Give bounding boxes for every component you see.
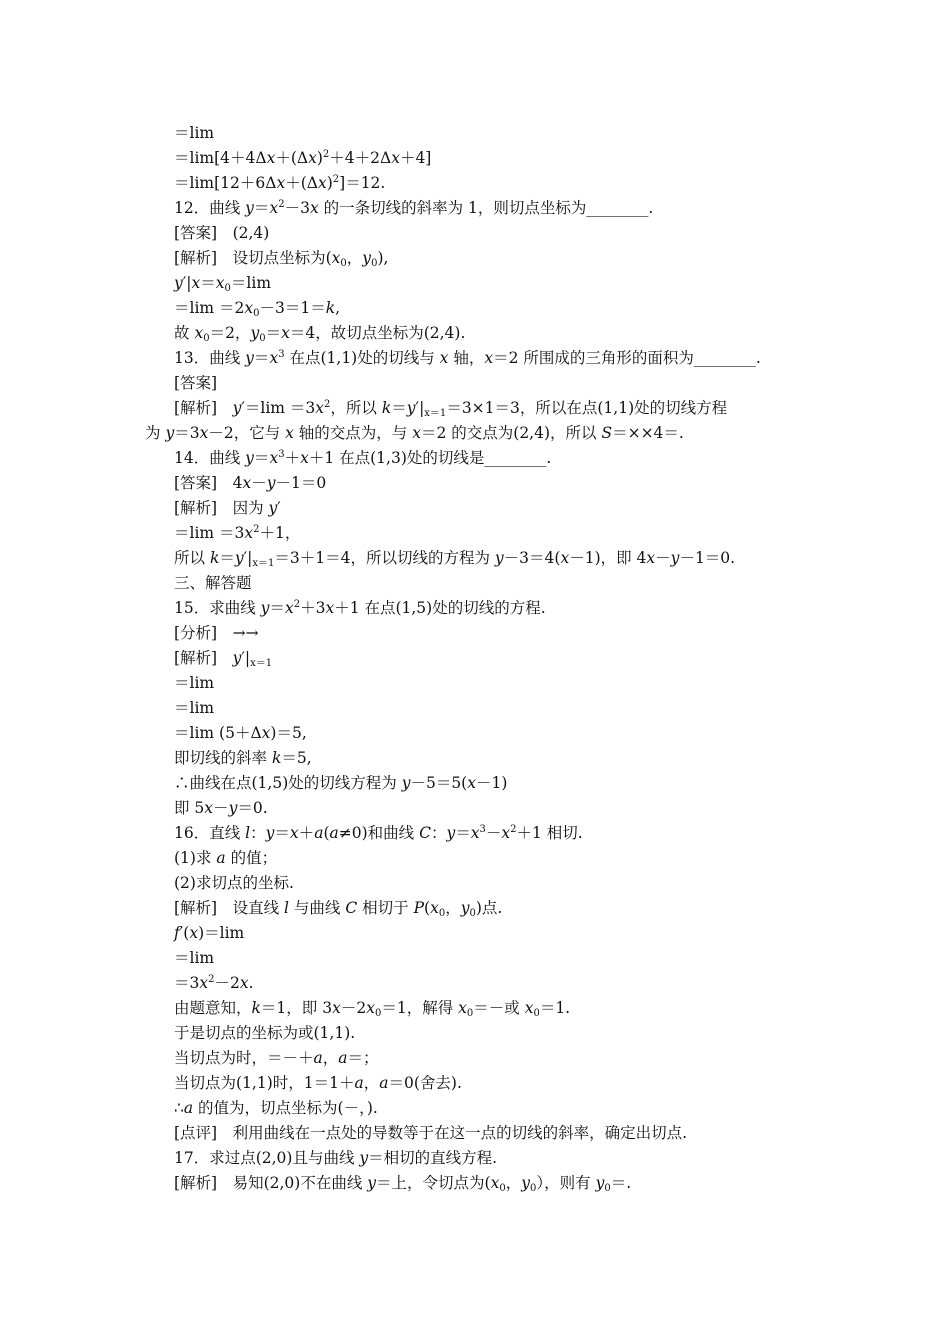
- text-line: [0, 248, 950, 268]
- subscript: 0: [224, 283, 231, 294]
- text-run: ′|: [182, 274, 192, 292]
- text-run: ＝相切的直线方程.: [368, 1149, 498, 1167]
- text-line: [0, 173, 950, 193]
- text-run: [答案] 4: [174, 474, 243, 492]
- superscript: 3: [479, 824, 486, 835]
- math-variable: x: [204, 799, 214, 817]
- text-run: 16．直线: [174, 824, 246, 842]
- math-variable: x: [484, 349, 494, 367]
- text-run: 三、解答题: [174, 574, 252, 592]
- math-variable: a: [354, 1074, 364, 1092]
- text-line: [0, 623, 950, 643]
- text-line: [0, 298, 950, 318]
- subscript: x＝1: [250, 658, 273, 669]
- math-variable: x: [199, 424, 209, 442]
- text-run: 17．求过点(2,0)且与曲线: [174, 1149, 360, 1167]
- text-run: －1)，即 4: [569, 549, 647, 567]
- math-variable: x: [281, 324, 290, 342]
- text-run: ＝3＋1＝4，所以切线的方程为: [274, 549, 495, 567]
- math-variable: x: [261, 724, 271, 742]
- text-run: ＝lim[4＋4Δ: [174, 149, 267, 167]
- math-variable: x: [284, 599, 294, 617]
- text-line: [0, 873, 950, 893]
- text-run: ：: [250, 824, 266, 842]
- math-variable: x: [430, 899, 439, 917]
- text-run: ＝lim ＝2: [174, 299, 245, 317]
- text-run: ＝2，: [209, 324, 251, 342]
- text-run: ＝－或: [473, 999, 525, 1017]
- math-variable: x: [439, 349, 449, 367]
- math-variable: x: [467, 774, 476, 792]
- text-run: 14．曲线: [174, 449, 246, 467]
- text-run: ＋(Δ: [285, 174, 318, 192]
- math-variable: l: [245, 824, 251, 842]
- text-run: ＋1 在点(1,3)处的切线是________.: [308, 449, 552, 467]
- text-run: 12．曲线: [174, 199, 246, 217]
- text-run: －3: [284, 199, 310, 217]
- text-run: ): [316, 149, 323, 167]
- text-run: [解析]: [174, 399, 233, 417]
- subscript: 0: [469, 908, 476, 919]
- math-variable: y: [232, 649, 242, 667]
- text-run: 即切线的斜率: [174, 749, 272, 767]
- text-run: 的一条切线的斜率为 1，则切点坐标为________.: [318, 199, 654, 217]
- math-variable: y: [268, 499, 278, 517]
- math-variable: x: [501, 824, 511, 842]
- text-run: ＝: [265, 324, 282, 342]
- text-run: ＝0.: [237, 799, 268, 817]
- math-variable: y: [232, 399, 242, 417]
- text-run: ＋3: [300, 599, 326, 617]
- math-variable: x: [315, 399, 325, 417]
- text-line: [0, 798, 950, 818]
- text-run: －: [485, 824, 502, 842]
- text-run: ＋4＋2Δ: [329, 149, 392, 167]
- text-line: [0, 898, 950, 918]
- text-run: ，: [322, 1049, 339, 1067]
- text-run: ′|: [241, 649, 251, 667]
- text-line: [0, 773, 950, 793]
- text-run: －1＝0: [275, 474, 327, 492]
- text-line: [0, 598, 950, 618]
- text-run: ＋: [284, 449, 301, 467]
- math-variable: x: [191, 274, 201, 292]
- text-run: [解析] 设直线: [174, 899, 285, 917]
- text-run: ＋1 在点(1,5)处的切线的方程.: [334, 599, 546, 617]
- text-run: (2)求切点的坐标.: [174, 874, 294, 892]
- text-run: ＝: [253, 199, 270, 217]
- math-variable: x: [269, 349, 279, 367]
- text-line: [0, 648, 950, 668]
- math-variable: x: [646, 549, 656, 567]
- text-run: 为: [145, 424, 166, 442]
- text-run: ＝: [200, 274, 216, 292]
- math-variable: x: [215, 274, 225, 292]
- text-run: ＝lim: [174, 699, 215, 717]
- text-run: －2: [340, 999, 367, 1017]
- math-variable: y: [265, 824, 275, 842]
- text-run: 在点(1,1)处的切线与: [284, 349, 440, 367]
- math-variable: y: [228, 799, 238, 817]
- text-run: －1＝0.: [679, 549, 736, 567]
- text-run: ＝4，故切点坐标为(2,4).: [289, 324, 466, 342]
- text-run: ≠0)和曲线: [338, 824, 420, 842]
- math-variable: P: [413, 899, 425, 917]
- math-variable: a: [183, 1099, 194, 1117]
- math-variable: k: [325, 299, 336, 317]
- text-run: ＝1，即 3: [260, 999, 333, 1017]
- text-run: ＋4]: [399, 149, 432, 167]
- math-variable: x: [244, 299, 254, 317]
- math-variable: x: [300, 449, 309, 467]
- text-run: ＋(Δ: [275, 149, 309, 167]
- text-run: ＝: [269, 599, 285, 617]
- math-variable: l: [284, 899, 289, 917]
- text-line: [0, 398, 950, 418]
- math-variable: y: [494, 549, 504, 567]
- text-run: 15．求曲线: [174, 599, 261, 617]
- text-run: [答案]: [174, 374, 218, 392]
- text-line: [0, 673, 950, 693]
- math-variable: a: [216, 849, 226, 867]
- math-variable: y: [367, 1174, 377, 1192]
- math-variable: x: [331, 249, 341, 267]
- math-variable: k: [271, 749, 282, 767]
- text-run: (: [323, 824, 330, 842]
- math-variable: x: [366, 999, 375, 1017]
- text-line: [0, 973, 950, 993]
- text-run: ＝2 的交点为(2,4)，所以: [420, 424, 602, 442]
- text-run: －: [655, 549, 671, 567]
- text-run: 由题意知，: [174, 999, 252, 1017]
- text-run: ＝1，解得: [381, 999, 459, 1017]
- math-variable: y: [446, 824, 456, 842]
- text-run: 相切于: [357, 899, 414, 917]
- subscript: x＝1: [424, 408, 447, 419]
- math-variable: x: [194, 324, 204, 342]
- math-variable: y: [460, 899, 470, 917]
- text-line: [0, 523, 950, 543]
- superscript: 2: [253, 524, 260, 535]
- text-line: [0, 1123, 950, 1143]
- text-run: )点.: [475, 899, 503, 917]
- math-variable: x: [332, 999, 341, 1017]
- text-run: ＝lim: [174, 949, 215, 967]
- subscript: 0: [438, 908, 446, 919]
- math-variable: a: [314, 824, 324, 842]
- text-run: ∴曲线在点(1,5)处的切线方程为: [174, 774, 402, 792]
- text-run: ＝: [455, 824, 471, 842]
- text-line: [0, 948, 950, 968]
- superscript: 2: [208, 974, 215, 985]
- text-run: 当切点为(1,1)时，1＝1＋: [174, 1074, 355, 1092]
- text-run: 轴的交点为，与: [293, 424, 413, 442]
- math-variable: y: [245, 449, 254, 467]
- math-variable: x: [189, 924, 199, 942]
- math-variable: x: [269, 199, 279, 217]
- text-line: [0, 1048, 950, 1068]
- text-run: －2，它与: [208, 424, 286, 442]
- text-run: 轴，: [448, 349, 485, 367]
- text-line: [0, 698, 950, 718]
- subscript: 0: [371, 258, 378, 269]
- text-run: ,: [335, 299, 341, 317]
- text-run: ＝；: [347, 1049, 379, 1067]
- text-line: [0, 923, 950, 943]
- text-run: [解析] 易知(2,0)不在曲线: [174, 1174, 368, 1192]
- math-variable: f: [174, 924, 180, 942]
- math-variable: a: [329, 824, 339, 842]
- text-run: －1): [475, 774, 508, 792]
- math-variable: x: [560, 549, 570, 567]
- text-run: ＝5,: [281, 749, 312, 767]
- math-variable: x: [242, 474, 252, 492]
- text-line: [0, 498, 950, 518]
- text-run: ＋1 相切.: [516, 824, 583, 842]
- text-run: [分析] →→: [174, 624, 259, 642]
- math-variable: a: [379, 1074, 389, 1092]
- text-line: [0, 573, 950, 593]
- text-run: 13．曲线: [174, 349, 246, 367]
- text-run: －5＝5(: [410, 774, 468, 792]
- superscript: 3: [278, 349, 285, 360]
- math-variable: x: [199, 974, 209, 992]
- text-run: ),: [377, 249, 389, 267]
- text-run: ＝: [219, 549, 235, 567]
- superscript: 2: [324, 399, 331, 410]
- text-run: ＝: [253, 449, 270, 467]
- superscript: 2: [278, 199, 285, 210]
- subscript: 0: [533, 1008, 540, 1019]
- text-run: ＝0(舍去).: [388, 1074, 462, 1092]
- text-line: [0, 1023, 950, 1043]
- text-run: ＋: [298, 824, 315, 842]
- text-run: 故: [174, 324, 195, 342]
- text-line: [0, 1148, 950, 1168]
- text-run: ′|: [243, 549, 253, 567]
- text-run: 当切点为时，＝－＋: [174, 1049, 314, 1067]
- text-run: ，: [505, 1174, 522, 1192]
- text-run: ＝××4＝.: [612, 424, 684, 442]
- math-variable: x: [524, 999, 534, 1017]
- text-run: [解析] 因为: [174, 499, 269, 517]
- text-run: ＝lim (5＋Δ: [174, 724, 262, 742]
- text-run: (: [424, 899, 431, 917]
- text-line: [0, 823, 950, 843]
- math-variable: x: [269, 449, 279, 467]
- text-line: [0, 548, 950, 568]
- subscript: 0: [374, 1008, 382, 1019]
- subscript: 0: [259, 333, 266, 344]
- text-run: ，: [445, 899, 461, 917]
- math-variable: y: [245, 199, 254, 217]
- text-run: ＝3×1＝3，所以在点(1,1)处的切线方程: [446, 399, 728, 417]
- math-variable: x: [391, 149, 400, 167]
- subscript: 0: [466, 1008, 474, 1019]
- math-variable: x: [470, 824, 480, 842]
- text-line: [0, 448, 950, 468]
- text-run: 所以: [174, 549, 210, 567]
- text-run: 与曲线: [289, 899, 346, 917]
- math-variable: C: [419, 824, 431, 842]
- text-line: [0, 1098, 950, 1118]
- math-variable: x: [239, 974, 249, 992]
- math-variable: y: [234, 549, 244, 567]
- text-run: ′|: [415, 399, 425, 417]
- text-run: ]＝12.: [339, 174, 386, 192]
- math-variable: C: [345, 899, 358, 917]
- math-variable: y: [521, 1174, 531, 1192]
- math-variable: y: [406, 399, 416, 417]
- text-run: ＝: [274, 824, 290, 842]
- text-run: ，所以: [330, 399, 382, 417]
- superscript: 2: [510, 824, 517, 835]
- text-run: －3＝4(: [503, 549, 561, 567]
- text-run: 的值为，切点坐标为(－，).: [193, 1099, 378, 1117]
- text-run: ＝上，令切点为(: [376, 1174, 491, 1192]
- text-line: [0, 1073, 950, 1093]
- text-run: ：: [430, 824, 447, 842]
- text-run: ＝lim[12＋6Δ: [174, 174, 277, 192]
- text-run: －2: [214, 974, 240, 992]
- math-variable: y: [266, 474, 276, 492]
- math-variable: k: [251, 999, 261, 1017]
- subscript: 0: [499, 1183, 506, 1194]
- text-line: [0, 223, 950, 243]
- subscript: 0: [203, 333, 210, 344]
- text-run: ＝.: [610, 1174, 632, 1192]
- math-variable: x: [266, 149, 276, 167]
- text-run: －3＝1＝: [259, 299, 326, 317]
- text-run: .: [248, 974, 254, 992]
- subscript: 0: [340, 258, 347, 269]
- text-line: [0, 473, 950, 493]
- text-run: )＝5,: [270, 724, 307, 742]
- math-variable: y: [260, 599, 270, 617]
- text-line: [0, 723, 950, 743]
- text-run: ＝: [391, 399, 407, 417]
- math-variable: y: [670, 549, 680, 567]
- superscript: 2: [332, 174, 340, 185]
- text-run: 于是切点的坐标为或(1,1).: [174, 1024, 356, 1042]
- text-run: )＝lim: [198, 924, 245, 942]
- text-line: [0, 323, 950, 343]
- math-variable: x: [244, 524, 254, 542]
- text-line: [0, 273, 950, 293]
- text-run: ＝lim: [174, 124, 215, 142]
- math-variable: y: [250, 324, 260, 342]
- subscript: 0: [530, 1183, 537, 1194]
- text-run: ＝1.: [539, 999, 571, 1017]
- text-line: [0, 1173, 950, 1193]
- text-line: [0, 123, 950, 143]
- text-run: ，: [363, 1074, 380, 1092]
- math-variable: y: [245, 349, 254, 367]
- math-variable: x: [412, 424, 421, 442]
- math-variable: k: [381, 399, 392, 417]
- text-line: [0, 348, 950, 368]
- math-variable: x: [325, 599, 335, 617]
- math-variable: y: [359, 1149, 369, 1167]
- math-variable: y: [595, 1174, 605, 1192]
- text-line: [0, 198, 950, 218]
- math-variable: x: [308, 149, 317, 167]
- text-line: [0, 373, 950, 393]
- text-run: [点评] 利用曲线在一点处的导数等于在这一点的切线的斜率，确定出切点.: [174, 1124, 688, 1142]
- text-run: [解析]: [174, 649, 233, 667]
- text-line: [0, 848, 950, 868]
- text-line: [0, 998, 950, 1018]
- text-line: [0, 148, 950, 168]
- math-variable: a: [313, 1049, 323, 1067]
- superscript: 2: [293, 599, 301, 610]
- text-run: 的值；: [225, 849, 278, 867]
- text-run: 即 5: [174, 799, 205, 817]
- math-variable: x: [490, 1174, 500, 1192]
- subscript: 0: [253, 308, 260, 319]
- math-variable: x: [317, 174, 327, 192]
- math-variable: y: [165, 424, 175, 442]
- text-run: (1)求: [174, 849, 217, 867]
- text-run: －: [251, 474, 267, 492]
- text-run: ＝3: [174, 424, 200, 442]
- superscript: 2: [322, 149, 330, 160]
- math-variable: k: [209, 549, 220, 567]
- text-run: ），则有: [536, 1174, 596, 1192]
- math-variable: x: [276, 174, 286, 192]
- text-run: ∴: [174, 1099, 184, 1117]
- text-run: ′＝lim ＝3: [241, 399, 316, 417]
- text-run: ＝lim: [174, 674, 215, 692]
- text-run: ′: [277, 499, 281, 517]
- text-run: ，: [346, 249, 363, 267]
- subscript: 0: [604, 1183, 611, 1194]
- text-run: ＝lim: [230, 274, 272, 292]
- text-run: ＝lim ＝3: [174, 524, 245, 542]
- math-variable: S: [601, 424, 613, 442]
- math-variable: x: [289, 824, 299, 842]
- math-variable: y: [401, 774, 411, 792]
- text-line: [0, 423, 950, 443]
- math-variable: a: [338, 1049, 348, 1067]
- math-variable: x: [458, 999, 467, 1017]
- math-variable: y: [174, 274, 183, 292]
- text-run: ＝2 所围成的三角形的面积为________.: [493, 349, 761, 367]
- subscript: x＝1: [252, 558, 275, 569]
- text-run: ′(: [179, 924, 190, 942]
- text-run: ＝: [253, 349, 270, 367]
- math-variable: y: [362, 249, 372, 267]
- text-run: [解析] 设切点坐标为(: [174, 249, 332, 267]
- math-variable: x: [309, 199, 319, 217]
- text-line: [0, 748, 950, 768]
- math-variable: x: [285, 424, 294, 442]
- superscript: 3: [278, 449, 285, 460]
- text-run: ): [326, 174, 333, 192]
- text-run: ＋1，: [259, 524, 301, 542]
- text-run: －: [213, 799, 229, 817]
- text-run: ＝3: [174, 974, 200, 992]
- text-run: [答案] (2,4): [174, 224, 270, 242]
